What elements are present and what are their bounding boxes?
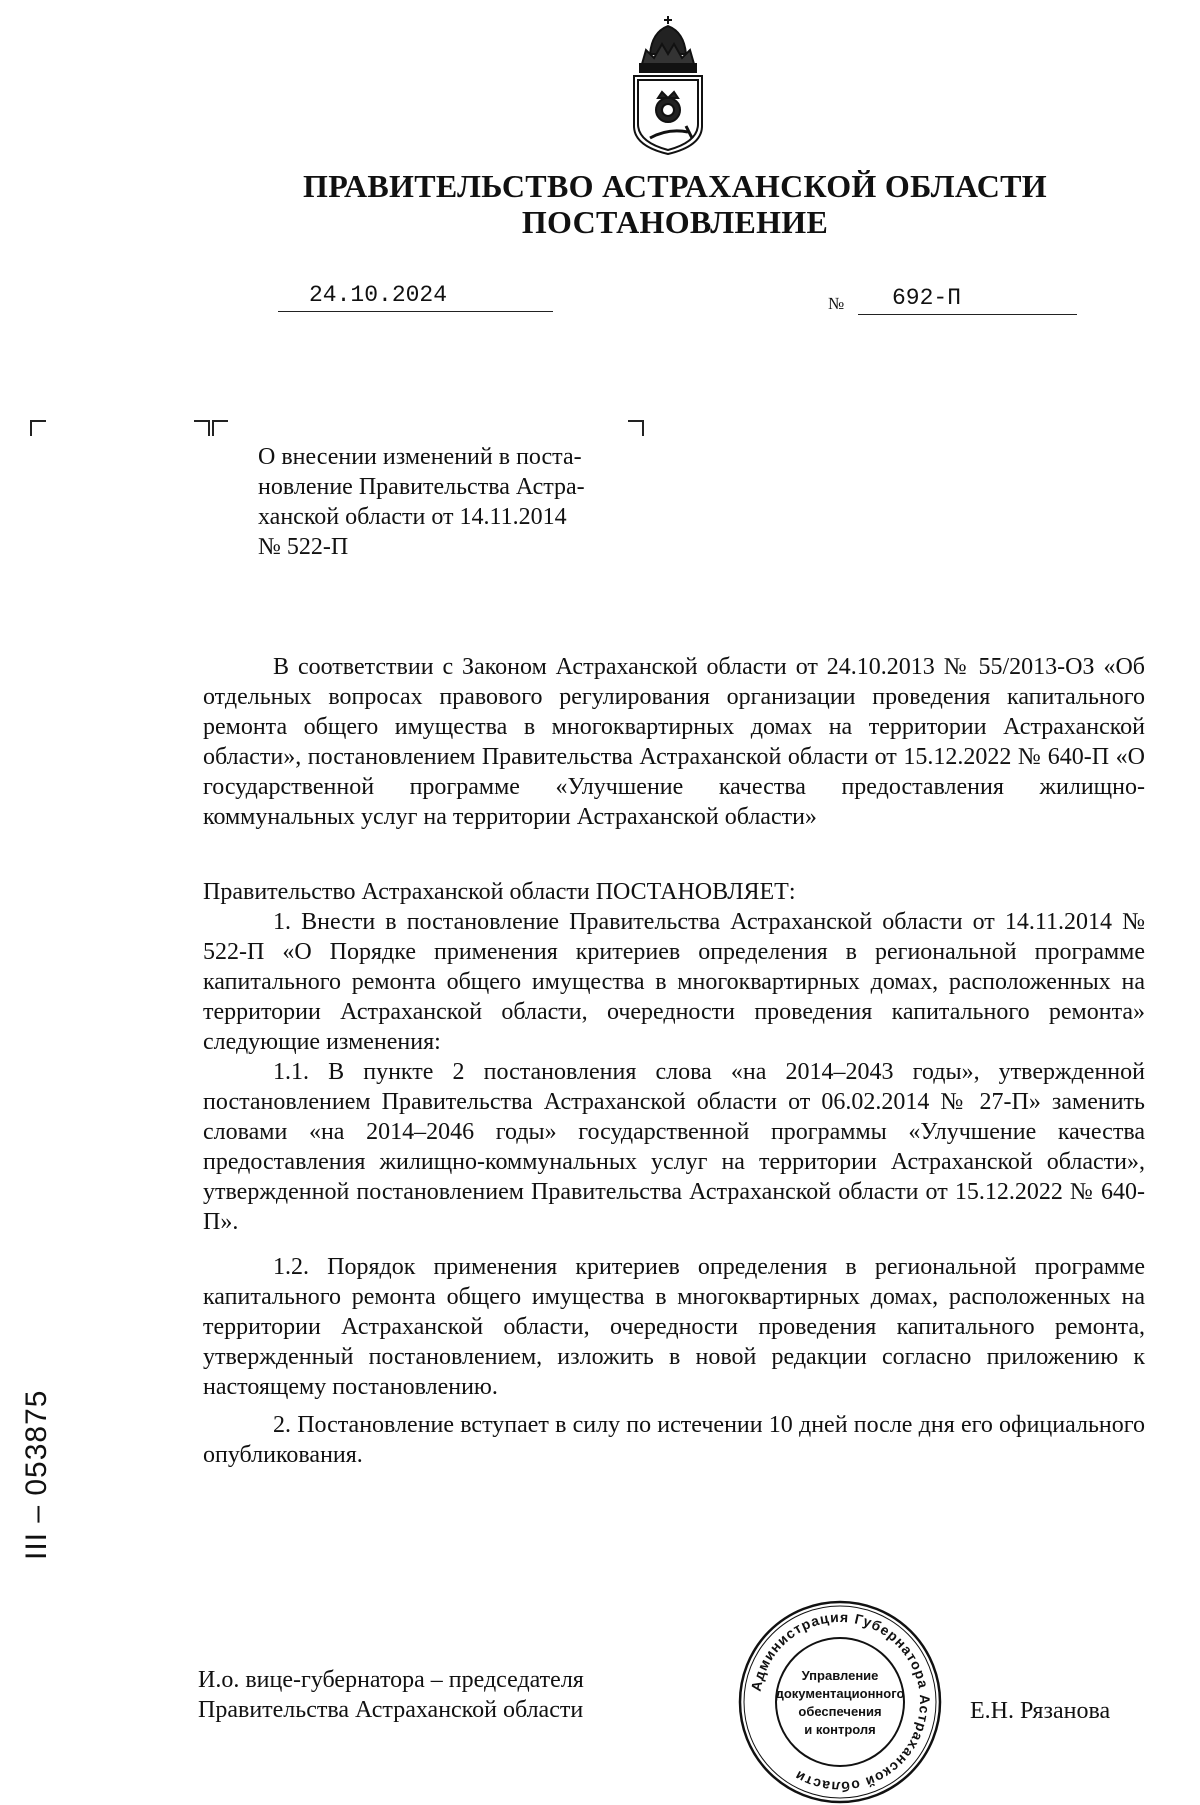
document-number: 692-П <box>892 285 962 311</box>
subject-line: ханской области от 14.11.2014 <box>258 504 567 530</box>
number-underline <box>858 314 1077 315</box>
date-underline <box>278 311 553 312</box>
subject-line: О внесении изменений в поста- <box>258 444 582 470</box>
corner-mark <box>212 420 228 436</box>
document-type-heading: ПОСТАНОВЛЕНИЕ <box>521 204 829 240</box>
official-seal <box>735 1600 945 1805</box>
seal-center-line: Управление <box>801 1668 879 1683</box>
item-1-2-paragraph: 1.2. Порядок применения критериев определения в региональной программе капитального ремонта общего имущества в многоквартирных домах, расположенных на территории Астраханской области, очередности проведения капитального ремонта, утвержденный постановлением, изложить в новой редакции согласно приложению к настоящему постановлению. <box>203 1254 1145 1400</box>
corner-mark <box>194 420 210 436</box>
corner-mark <box>628 420 644 436</box>
form-serial-number: III – 053875 <box>20 1389 53 1560</box>
signer-name: Е.Н. Рязанова <box>970 1698 1111 1724</box>
preamble-paragraph: В соответствии с Законом Астраханской области от 24.10.2013 № 55/2013-ОЗ «Об отдельных вопросах правового регулирования организации проведения капитального ремонта общего имущества в многоквартирных домах на территории Астраханской области», постановлением Правительства Астраханской области от 15.12.2022 № 640-П «О государственной программе «Улучшение качества предоставления жилищно-коммунальных услуг на территории Астраханской области» <box>203 654 1145 830</box>
corner-mark <box>30 420 46 436</box>
government-heading: ПРАВИТЕЛЬСТВО АСТРАХАНСКОЙ ОБЛАСТИ <box>303 168 1047 204</box>
signer-title-line: И.о. вице-губернатора – председателя <box>198 1667 584 1693</box>
document-subject <box>258 442 648 562</box>
item-1-paragraph: 1. Внести в постановление Правительства Астраханской области от 14.11.2014 № 522-П «О Порядке применения критериев определения в региональной программе капитального ремонта общего имущества в многоквартирных домах, расположенных на территории Астраханской области, очередности проведения капитального ремонта» следующие изменения: <box>203 909 1145 1055</box>
seal-center-line: документационного <box>775 1686 905 1701</box>
number-sign: № <box>828 294 845 313</box>
resolution-paragraph: Правительство Астраханской области ПОСТАНОВЛЯЕТ: <box>203 879 796 905</box>
subject-line: № 522-П <box>258 534 349 560</box>
subject-line: новление Правительства Астра- <box>258 474 585 500</box>
item-2-paragraph: 2. Постановление вступает в силу по истечении 10 дней после дня его официального опубликования. <box>203 1412 1145 1468</box>
seal-center-line: обеспечения <box>798 1704 882 1719</box>
seal-center-line: и контроля <box>804 1722 876 1737</box>
seal-ring-text: Администрация Губернатора Астраханской области <box>747 1608 934 1796</box>
signer-title <box>198 1665 584 1725</box>
signer-title-line: Правительства Астраханской области <box>198 1697 584 1723</box>
coat-of-arms-emblem <box>620 14 716 156</box>
item-1-1-paragraph: 1.1. В пункте 2 постановления слова «на 2014–2043 годы», утвержденной постановлением Правительства Астраханской области от 06.02.2014 № 27-П» заменить словами «на 2014–2046 годы» государственной программы «Улучшение качества предоставления жилищно-коммунальных услуг на территории Астраханской области», утвержденной постановлением Правительства Астраханской области от 15.12.2022 № 640-П». <box>203 1059 1145 1235</box>
document-date: 24.10.2024 <box>309 282 448 308</box>
